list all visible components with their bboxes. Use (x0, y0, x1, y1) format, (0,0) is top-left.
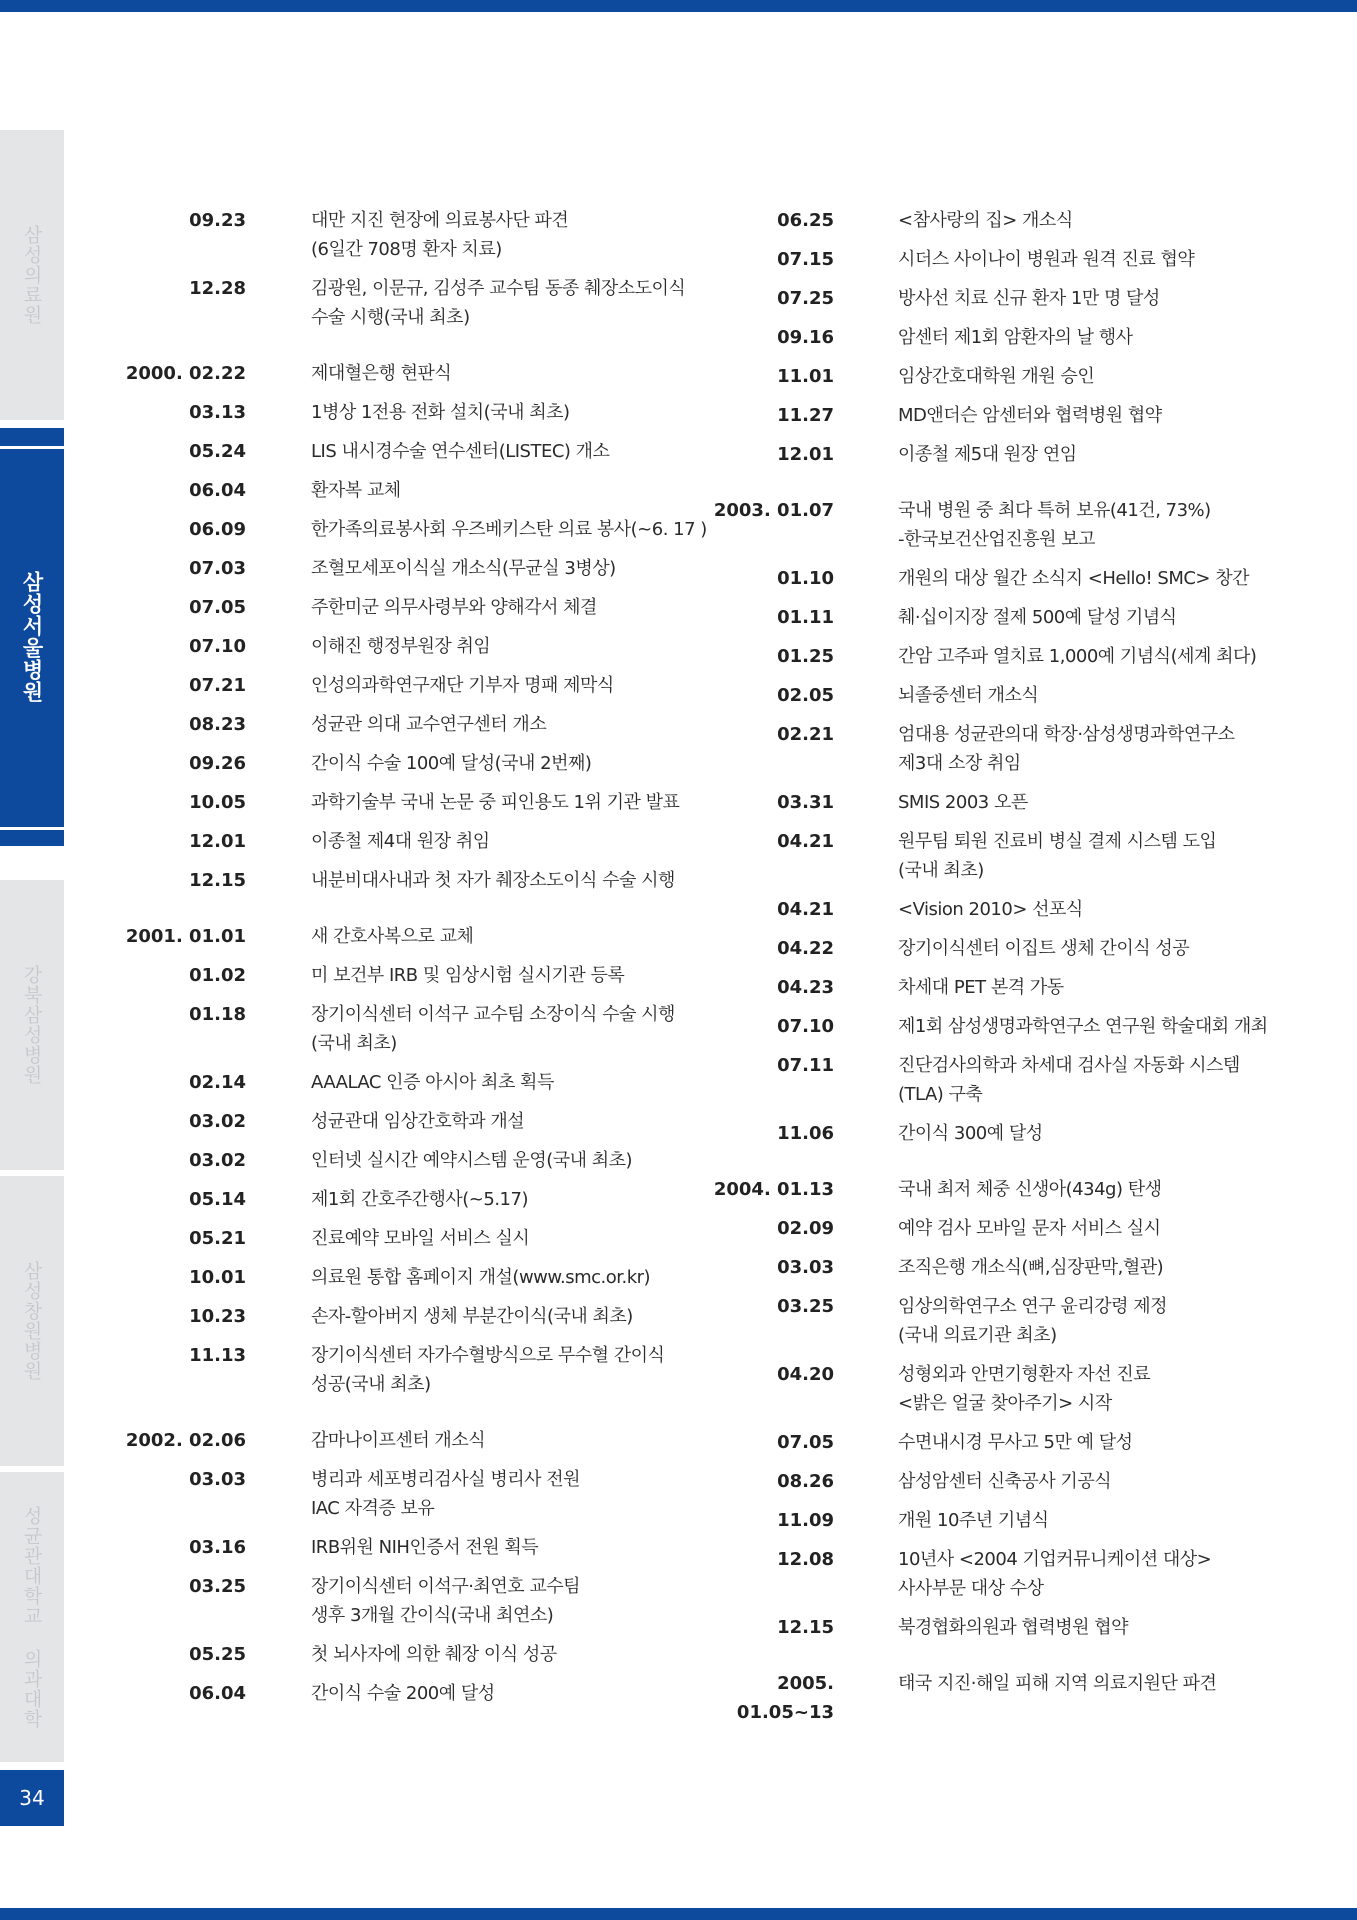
timeline-column-right (700, 206, 1300, 1723)
timeline-description-line: 제1회 간호주간행사(~5.17) (311, 1189, 528, 1210)
timeline-date: 12.15 (189, 870, 246, 891)
timeline-description (898, 973, 1300, 1002)
timeline-description-line: 수술 시행(국내 최초) (311, 307, 470, 328)
timeline-description (311, 437, 708, 466)
timeline-date: 07.25 (777, 288, 834, 309)
timeline-description (311, 866, 708, 895)
timeline-entry (700, 1545, 1300, 1603)
timeline-description (311, 922, 708, 951)
timeline-date: 07.15 (777, 249, 834, 270)
timeline-description (898, 1051, 1300, 1109)
timeline-description-line: (국내 의료기관 최초) (898, 1325, 1057, 1346)
timeline-entry (118, 1341, 708, 1399)
timeline-description (898, 440, 1300, 469)
timeline-date: 05.25 (189, 1644, 246, 1665)
timeline-description (898, 934, 1300, 963)
timeline-entry (700, 323, 1300, 352)
timeline-entry (700, 1506, 1300, 1535)
timeline-date: 06.09 (189, 519, 246, 540)
timeline-description (898, 284, 1300, 313)
timeline-entry (118, 1068, 708, 1097)
timeline-description-line: 장기이식센터 이석구 교수팀 소장이식 수술 시행 (311, 1004, 675, 1025)
timeline-entry (700, 642, 1300, 671)
timeline-date: 2003. 01.07 (713, 500, 834, 521)
timeline-description-line: 제1회 삼성생명과학연구소 연구원 학술대회 개최 (898, 1016, 1268, 1037)
timeline-description-line: 삼성암센터 신축공사 기공식 (898, 1471, 1112, 1492)
timeline-entry (118, 359, 708, 388)
timeline-entry (700, 1214, 1300, 1243)
timeline-description (311, 710, 708, 739)
timeline-date: 12.15 (777, 1617, 834, 1638)
timeline-date: 03.16 (189, 1537, 246, 1558)
timeline-description (898, 642, 1300, 671)
sidebar-tab-samsung-changwon-hospital[interactable] (0, 1176, 64, 1466)
timeline-description-line: (TLA) 구축 (898, 1084, 983, 1105)
timeline-date: 07.11 (777, 1055, 834, 1076)
timeline-description-line: 차세대 PET 본격 가동 (898, 977, 1064, 998)
timeline-entry (118, 437, 708, 466)
timeline-date: 12.08 (777, 1549, 834, 1570)
timeline-description (311, 1107, 708, 1136)
timeline-description-line: 한가족의료봉사회 우즈베키스탄 의료 봉사(~6. 17 ) (311, 519, 707, 540)
timeline-description-line: -한국보건산업진흥원 보고 (898, 529, 1095, 550)
timeline-entry (700, 895, 1300, 924)
timeline-description (898, 1360, 1300, 1418)
timeline-description-line: 이종철 제5대 원장 연임 (898, 444, 1077, 465)
timeline-entry (118, 1640, 708, 1669)
timeline-entry (700, 401, 1300, 430)
timeline-description (898, 1506, 1300, 1535)
timeline-description (898, 1428, 1300, 1457)
timeline-description-line: 국내 병원 중 최다 특허 보유(41건, 73%) (898, 500, 1211, 521)
timeline-entry (700, 1613, 1300, 1642)
timeline-date: 03.03 (189, 1469, 246, 1490)
timeline-description (898, 1175, 1300, 1204)
sidebar-tab-label: 성균관대학교 의과대학 (20, 1505, 43, 1729)
timeline-entry (118, 1426, 708, 1455)
timeline-entry (118, 1000, 708, 1058)
timeline-description-line: 북경협화의원과 협력병원 협약 (898, 1617, 1128, 1638)
timeline-entry (118, 866, 708, 895)
timeline-description (311, 1302, 708, 1331)
timeline-date: 03.02 (189, 1150, 246, 1171)
timeline-date: 04.22 (777, 938, 834, 959)
timeline-date: 01.11 (777, 607, 834, 628)
timeline-description-line: 뇌졸중센터 개소식 (898, 685, 1039, 706)
timeline-description-line: 국내 최저 체중 신생아(434g) 탄생 (898, 1179, 1162, 1200)
timeline-description (311, 1263, 708, 1292)
timeline-date: 05.24 (189, 441, 246, 462)
timeline-date: 11.01 (777, 366, 834, 387)
timeline-description-line: 장기이식센터 자가수혈방식으로 무수혈 간이식 (311, 1345, 665, 1366)
timeline-description (311, 1146, 708, 1175)
timeline-description (898, 1467, 1300, 1496)
timeline-date: 06.25 (777, 210, 834, 231)
timeline-entry (700, 603, 1300, 632)
timeline-entry (700, 496, 1300, 554)
timeline-description (311, 206, 708, 264)
timeline-date: 06.04 (189, 1683, 246, 1704)
timeline-entry (700, 362, 1300, 391)
timeline-description (311, 1533, 708, 1562)
timeline-entry (700, 1428, 1300, 1457)
timeline-description-line: 과학기술부 국내 논문 중 피인용도 1위 기관 발표 (311, 792, 680, 813)
timeline-description-line: 첫 뇌사자에 의한 췌장 이식 성공 (311, 1644, 557, 1665)
timeline-description-line: 간암 고주파 열치료 1,000예 기념식(세계 최다) (898, 646, 1257, 667)
timeline-description-line: 엄대용 성균관의대 학장·삼성생명과학연구소 (898, 724, 1235, 745)
timeline-description-line: 조직은행 개소식(뼈,심장판막,혈관) (898, 1257, 1164, 1278)
sidebar-tab-skku-medical-school[interactable] (0, 1472, 64, 1762)
timeline-date: 04.20 (777, 1364, 834, 1385)
timeline-description-line: 인성의과학연구재단 기부자 명패 제막식 (311, 675, 614, 696)
timeline-entry (700, 245, 1300, 274)
timeline-date: 12.28 (189, 278, 246, 299)
timeline-date: 03.03 (777, 1257, 834, 1278)
timeline-entry (700, 1119, 1300, 1148)
timeline-entry (118, 554, 708, 583)
timeline-entry (118, 476, 708, 505)
timeline-date: 02.21 (777, 724, 834, 745)
timeline-entry (700, 1051, 1300, 1109)
timeline-entry (700, 1253, 1300, 1282)
timeline-entry (118, 1572, 708, 1630)
timeline-entry (118, 1263, 708, 1292)
timeline-date: 04.21 (777, 831, 834, 852)
timeline-column-left (118, 206, 708, 1718)
timeline-entry (700, 1467, 1300, 1496)
timeline-entry (700, 440, 1300, 469)
timeline-description (898, 788, 1300, 817)
timeline-date: 11.13 (189, 1345, 246, 1366)
timeline-entry (700, 788, 1300, 817)
timeline-description-line: 생후 3개월 간이식(국내 최연소) (311, 1605, 554, 1626)
timeline-date: 2000. 02.22 (125, 363, 246, 384)
timeline-date: 02.05 (777, 685, 834, 706)
timeline-date: 02.09 (777, 1218, 834, 1239)
sidebar-tab-kangbuk-samsung-hospital[interactable] (0, 880, 64, 1170)
timeline-description (898, 1214, 1300, 1243)
timeline-description-line: 간이식 300예 달성 (898, 1123, 1043, 1144)
timeline-description (898, 681, 1300, 710)
timeline-entry (700, 206, 1300, 235)
timeline-date: 05.14 (189, 1189, 246, 1210)
timeline-description-line: 환자복 교체 (311, 480, 401, 501)
timeline-description (311, 1224, 708, 1253)
timeline-description (311, 961, 708, 990)
timeline-date: 09.16 (777, 327, 834, 348)
timeline-entry (118, 274, 708, 332)
timeline-entry (118, 671, 708, 700)
timeline-entry (118, 961, 708, 990)
timeline-description-line: <참사랑의 집> 개소식 (898, 210, 1073, 231)
timeline-description (311, 1341, 708, 1399)
timeline-description-line: 수면내시경 무사고 5만 예 달성 (898, 1432, 1133, 1453)
sidebar-tab-samsung-seoul-hospital[interactable] (0, 428, 64, 846)
timeline-description (898, 206, 1300, 235)
timeline-description-line: 성균관대 임상간호학과 개설 (311, 1111, 525, 1132)
sidebar-divider (0, 446, 64, 449)
timeline-entry (118, 788, 708, 817)
timeline-description-line: 사사부문 대상 수상 (898, 1578, 1044, 1599)
timeline-description (311, 1185, 708, 1214)
timeline-description-line: <밝은 얼굴 찾아주기> 시작 (898, 1393, 1112, 1414)
timeline-description-line: 간이식 수술 100예 달성(국내 2번째) (311, 753, 592, 774)
timeline-date: 2001. 01.01 (125, 926, 246, 947)
timeline-description-line: 의료원 통합 홈페이지 개설(www.smc.or.kr) (311, 1267, 651, 1288)
timeline-description (311, 398, 708, 427)
timeline-description-line: 김광원, 이문규, 김성주 교수팀 동종 췌장소도이식 (311, 278, 686, 299)
timeline-description-line: (국내 최초) (898, 860, 984, 881)
timeline-description (311, 359, 708, 388)
sidebar-tab-label: 삼성창원병원 (20, 1261, 43, 1381)
timeline-date: 10.05 (189, 792, 246, 813)
timeline-description (311, 515, 708, 544)
timeline-description-line: 태국 지진·해일 피해 지역 의료지원단 파견 (898, 1673, 1217, 1694)
timeline-date: 03.25 (777, 1296, 834, 1317)
timeline-description-line: 1병상 1전용 전화 설치(국내 최초) (311, 402, 570, 423)
timeline-description-line: 감마나이프센터 개소식 (311, 1430, 486, 1451)
timeline-description-line: 장기이식센터 이석구·최연호 교수팀 (311, 1576, 580, 1597)
timeline-description-line: 성형외과 안면기형환자 자선 진료 (898, 1364, 1151, 1385)
timeline-description (898, 720, 1300, 778)
timeline-date: 07.05 (777, 1432, 834, 1453)
timeline-description-line: 대만 지진 현장에 의료봉사단 파견 (311, 210, 569, 231)
timeline-description-line: 임상의학연구소 연구 윤리강령 제정 (898, 1296, 1167, 1317)
timeline-description-line: <Vision 2010> 선포식 (898, 899, 1083, 920)
timeline-date: 2005. 01.05~13 (736, 1673, 834, 1723)
timeline-description (311, 788, 708, 817)
timeline-date: 06.04 (189, 480, 246, 501)
timeline-entry (118, 1465, 708, 1523)
timeline-description-line: 손자-할아버지 생체 부분간이식(국내 최초) (311, 1306, 633, 1327)
timeline-date: 12.01 (189, 831, 246, 852)
sidebar-tab-label: 삼성의료원 (20, 225, 43, 325)
timeline-date: 01.10 (777, 568, 834, 589)
timeline-description (311, 476, 708, 505)
timeline-description-line: 원무팀 퇴원 진료비 병실 결제 시스템 도입 (898, 831, 1217, 852)
timeline-entry (700, 1012, 1300, 1041)
timeline-date: 01.18 (189, 1004, 246, 1025)
timeline-description (311, 749, 708, 778)
timeline-description-line: MD앤더슨 암센터와 협력병원 협약 (898, 405, 1162, 426)
timeline-entry (700, 1175, 1300, 1204)
timeline-description-line: 췌·십이지장 절제 500예 달성 기념식 (898, 607, 1177, 628)
timeline-entry (118, 1302, 708, 1331)
timeline-description (898, 401, 1300, 430)
timeline-date: 10.01 (189, 1267, 246, 1288)
timeline-entry (700, 720, 1300, 778)
timeline-description (898, 245, 1300, 274)
timeline-description-line: 진단검사의학과 차세대 검사실 자동화 시스템 (898, 1055, 1240, 1076)
timeline-date: 07.21 (189, 675, 246, 696)
timeline-date: 11.27 (777, 405, 834, 426)
timeline-description (311, 632, 708, 661)
timeline-description (311, 1572, 708, 1630)
timeline-date: 07.10 (777, 1016, 834, 1037)
timeline-date: 11.09 (777, 1510, 834, 1531)
sidebar-tab-samsung-medical-center[interactable] (0, 130, 64, 420)
timeline-date: 2002. 02.06 (125, 1430, 246, 1451)
top-accent-bar (0, 0, 1357, 12)
timeline-date: 01.02 (189, 965, 246, 986)
timeline-entry (118, 1533, 708, 1562)
timeline-description (311, 1465, 708, 1523)
timeline-description (898, 496, 1300, 554)
timeline-description-line: IRB위원 NIH인증서 전원 획득 (311, 1537, 539, 1558)
timeline-date: 08.23 (189, 714, 246, 735)
timeline-description (311, 274, 708, 332)
timeline-description-line: AAALAC 인증 아시아 최초 획득 (311, 1072, 554, 1093)
timeline-date: 03.25 (189, 1576, 246, 1597)
timeline-date: 2004. 01.13 (713, 1179, 834, 1200)
timeline-description-line: SMIS 2003 오픈 (898, 792, 1028, 813)
timeline-date: 04.23 (777, 977, 834, 998)
timeline-description-line: 미 보건부 IRB 및 임상시험 실시기관 등록 (311, 965, 625, 986)
timeline-description (898, 1669, 1300, 1698)
timeline-entry (118, 206, 708, 264)
timeline-date: 04.21 (777, 899, 834, 920)
timeline-entry (118, 922, 708, 951)
timeline-date: 07.03 (189, 558, 246, 579)
timeline-date: 11.06 (777, 1123, 834, 1144)
timeline-description (311, 1068, 708, 1097)
timeline-entry (700, 934, 1300, 963)
bottom-accent-bar (0, 1908, 1357, 1920)
timeline-date: 07.10 (189, 636, 246, 657)
timeline-entry (118, 710, 708, 739)
timeline-description (898, 1119, 1300, 1148)
timeline-entry (700, 681, 1300, 710)
timeline-description-line: 진료예약 모바일 서비스 실시 (311, 1228, 530, 1249)
timeline-description-line: LIS 내시경수술 연수센터(LISTEC) 개소 (311, 441, 610, 462)
timeline-description-line: 병리과 세포병리검사실 병리사 전원 (311, 1469, 580, 1490)
timeline-description-line: 개원 10주년 기념식 (898, 1510, 1049, 1531)
timeline-description (898, 827, 1300, 885)
timeline-description (898, 1545, 1300, 1603)
timeline-date: 03.02 (189, 1111, 246, 1132)
timeline-description (311, 1426, 708, 1455)
timeline-description-line: 성공(국내 최초) (311, 1374, 431, 1395)
timeline-description-line: 임상간호대학원 개원 승인 (898, 366, 1095, 387)
timeline-date: 12.01 (777, 444, 834, 465)
timeline-description (311, 554, 708, 583)
timeline-date: 09.26 (189, 753, 246, 774)
timeline-entry (118, 1146, 708, 1175)
timeline-description (311, 827, 708, 856)
timeline-description-line: 이해진 행정부원장 취임 (311, 636, 491, 657)
timeline-description (898, 323, 1300, 352)
timeline-description-line: 내분비대사내과 첫 자가 췌장소도이식 수술 시행 (311, 870, 675, 891)
timeline-date: 05.21 (189, 1228, 246, 1249)
timeline-description (898, 362, 1300, 391)
timeline-entry (700, 1669, 1300, 1723)
timeline-description-line: 제3대 소장 취임 (898, 753, 1021, 774)
sidebar-tab-label: 삼성서울병원 (20, 571, 44, 703)
timeline-description (898, 1613, 1300, 1642)
timeline-description (311, 1640, 708, 1669)
timeline-description-line: 성균관 의대 교수연구센터 개소 (311, 714, 547, 735)
sidebar-divider (0, 827, 64, 830)
timeline-description-line: 새 간호사복으로 교체 (311, 926, 474, 947)
timeline-description-line: (국내 최초) (311, 1033, 397, 1054)
timeline-description (898, 603, 1300, 632)
timeline-date: 01.25 (777, 646, 834, 667)
timeline-description-line: IAC 자격증 보유 (311, 1498, 435, 1519)
timeline-description (898, 1292, 1300, 1350)
timeline-entry (700, 1292, 1300, 1350)
timeline-entry (700, 564, 1300, 593)
timeline-description-line: 조혈모세포이식실 개소식(무균실 3병상) (311, 558, 616, 579)
timeline-description-line: 제대혈은행 현판식 (311, 363, 452, 384)
timeline-date: 08.26 (777, 1471, 834, 1492)
timeline-description (311, 1679, 708, 1708)
timeline-description-line: 개원의 대상 월간 소식지 <Hello! SMC> 창간 (898, 568, 1250, 589)
timeline-description-line: 시더스 사이나이 병원과 원격 진료 협약 (898, 249, 1195, 270)
timeline-description (898, 895, 1300, 924)
timeline-entry (118, 515, 708, 544)
timeline-date: 03.13 (189, 402, 246, 423)
timeline-entry (700, 973, 1300, 1002)
timeline-description-line: 암센터 제1회 암환자의 날 행사 (898, 327, 1133, 348)
timeline-description-line: 방사선 치료 신규 환자 1만 명 달성 (898, 288, 1160, 309)
timeline-date: 03.31 (777, 792, 834, 813)
timeline-date: 07.05 (189, 597, 246, 618)
timeline-description (898, 1012, 1300, 1041)
timeline-description-line: (6일간 708명 환자 치료) (311, 239, 502, 260)
page-number: 34 (0, 1770, 64, 1826)
timeline-entry (118, 632, 708, 661)
timeline-entry (700, 827, 1300, 885)
timeline-description-line: 장기이식센터 이집트 생체 간이식 성공 (898, 938, 1190, 959)
timeline-description (311, 1000, 708, 1058)
timeline-entry (118, 1679, 708, 1708)
timeline-entry (118, 827, 708, 856)
sidebar-tab-label: 강북삼성병원 (20, 965, 43, 1085)
timeline-entry (118, 749, 708, 778)
timeline-entry (118, 398, 708, 427)
timeline-description-line: 예약 검사 모바일 문자 서비스 실시 (898, 1218, 1161, 1239)
timeline-description (898, 564, 1300, 593)
timeline-entry (700, 284, 1300, 313)
timeline-description (898, 1253, 1300, 1282)
timeline-entry (118, 1107, 708, 1136)
timeline-date: 02.14 (189, 1072, 246, 1093)
timeline-entry (118, 593, 708, 622)
timeline-date: 09.23 (189, 210, 246, 231)
timeline-description-line: 이종철 제4대 원장 취임 (311, 831, 490, 852)
timeline-date: 10.23 (189, 1306, 246, 1327)
timeline-description-line: 10년사 <2004 기업커뮤니케이션 대상> (898, 1549, 1212, 1570)
timeline-entry (700, 1360, 1300, 1418)
timeline-description-line: 주한미군 의무사령부와 양해각서 체결 (311, 597, 597, 618)
timeline-description (311, 671, 708, 700)
timeline-description-line: 간이식 수술 200예 달성 (311, 1683, 495, 1704)
timeline-description-line: 인터넷 실시간 예약시스템 운영(국내 최초) (311, 1150, 633, 1171)
timeline-entry (118, 1185, 708, 1214)
timeline-entry (118, 1224, 708, 1253)
timeline-description (311, 593, 708, 622)
